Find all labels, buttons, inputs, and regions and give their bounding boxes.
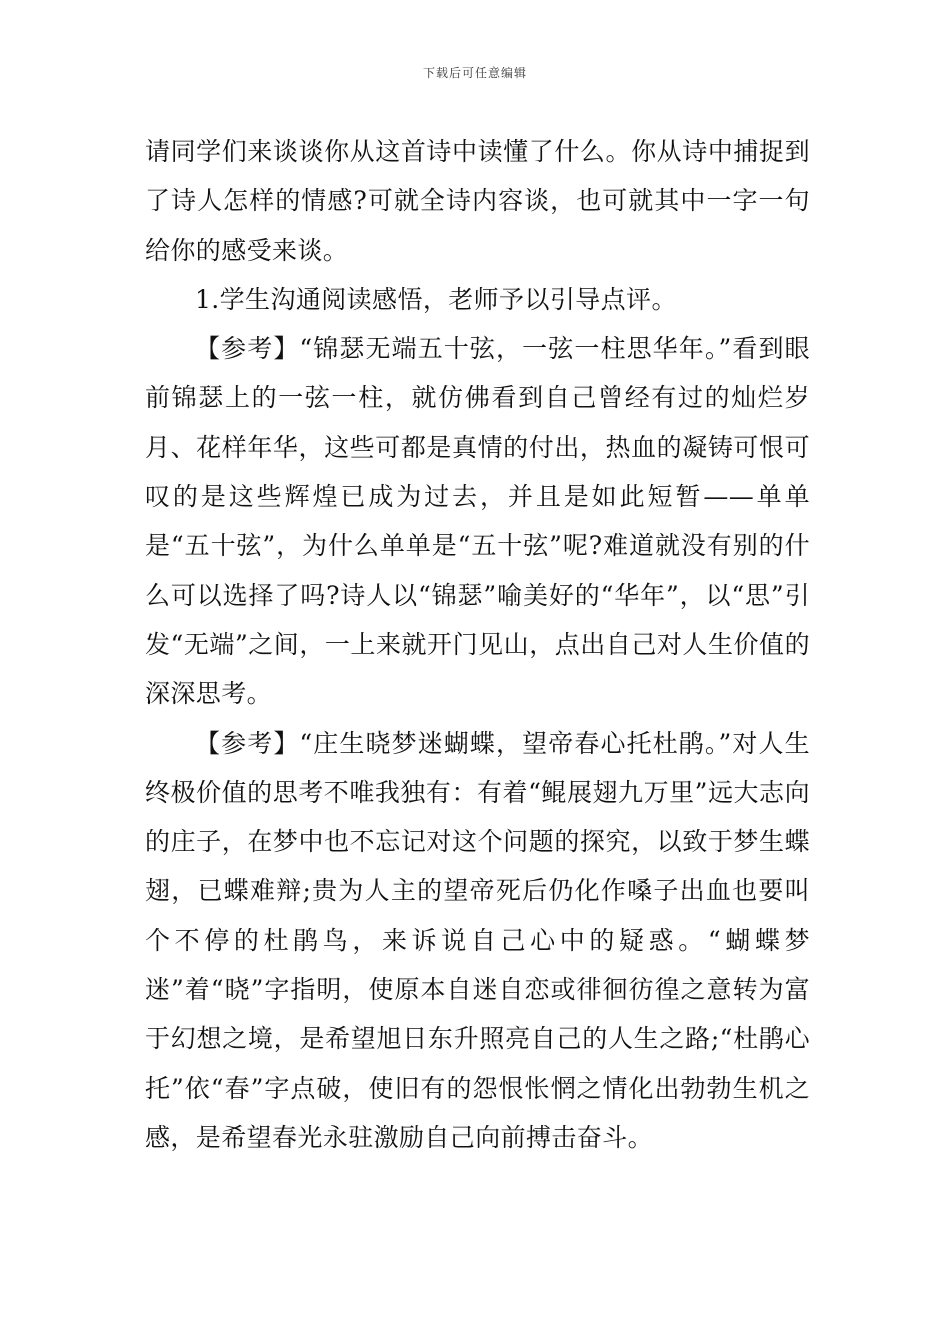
page-header: 下载后可任意编辑 — [422, 66, 527, 80]
paragraph-reference-2: 【参考】“庄生晓梦迷蝴蝶，望帝春心托杜鹃。”对人生终极价值的思考不唯我独有：有着“鲲展翅九万里”远大志向的庄子，在梦中也不忘记对这个问题的探究，以致于梦生蝶翅，已蝶难辩;贵为人主的望帝死后仍化作嗓子出血也要叫个不停的杜鹃鸟，来诉说自己心中的疑惑。“蝴蝶梦迷”着“晓”字指明，使原本自迷自恋或徘徊彷徨之意转为富于幻想之境，是希望旭日东升照亮自己的人生之路;“杜鹃心托”依“春”字点破，使旧有的怨恨怅惘之情化出勃勃生机之感，是希望春光永驻激励自己向前搏击奋斗。 — [145, 728, 810, 1152]
paragraph-reference-1: 【参考】“锦瑟无端五十弦，一弦一柱思华年。”看到眼前锦瑟上的一弦一柱，就仿佛看到自己曾经有过的灿烂岁月、花样年华，这些可都是真情的付出，热血的凝铸可恨可叹的是这些辉煌已成为过去，并且是如此短暂——单单是“五十弦”，为什么单单是“五十弦”呢?难道就没有别的什么可以选择了吗?诗人以“锦瑟”喻美好的“华年”，以“思”引发“无端”之间，一上来就开门见山，点出自己对人生价值的深深思考。 — [145, 334, 810, 709]
document-body — [145, 127, 810, 1162]
paragraph-discussion-prompt: 请同学们来谈谈你从这首诗中读懂了什么。你从诗中捕捉到了诗人怎样的情感?可就全诗内容谈，也可就其中一字一句给你的感受来谈。 — [145, 137, 810, 265]
paragraph-step-1: 1.学生沟通阅读感悟，老师予以引导点评。 — [195, 284, 677, 314]
